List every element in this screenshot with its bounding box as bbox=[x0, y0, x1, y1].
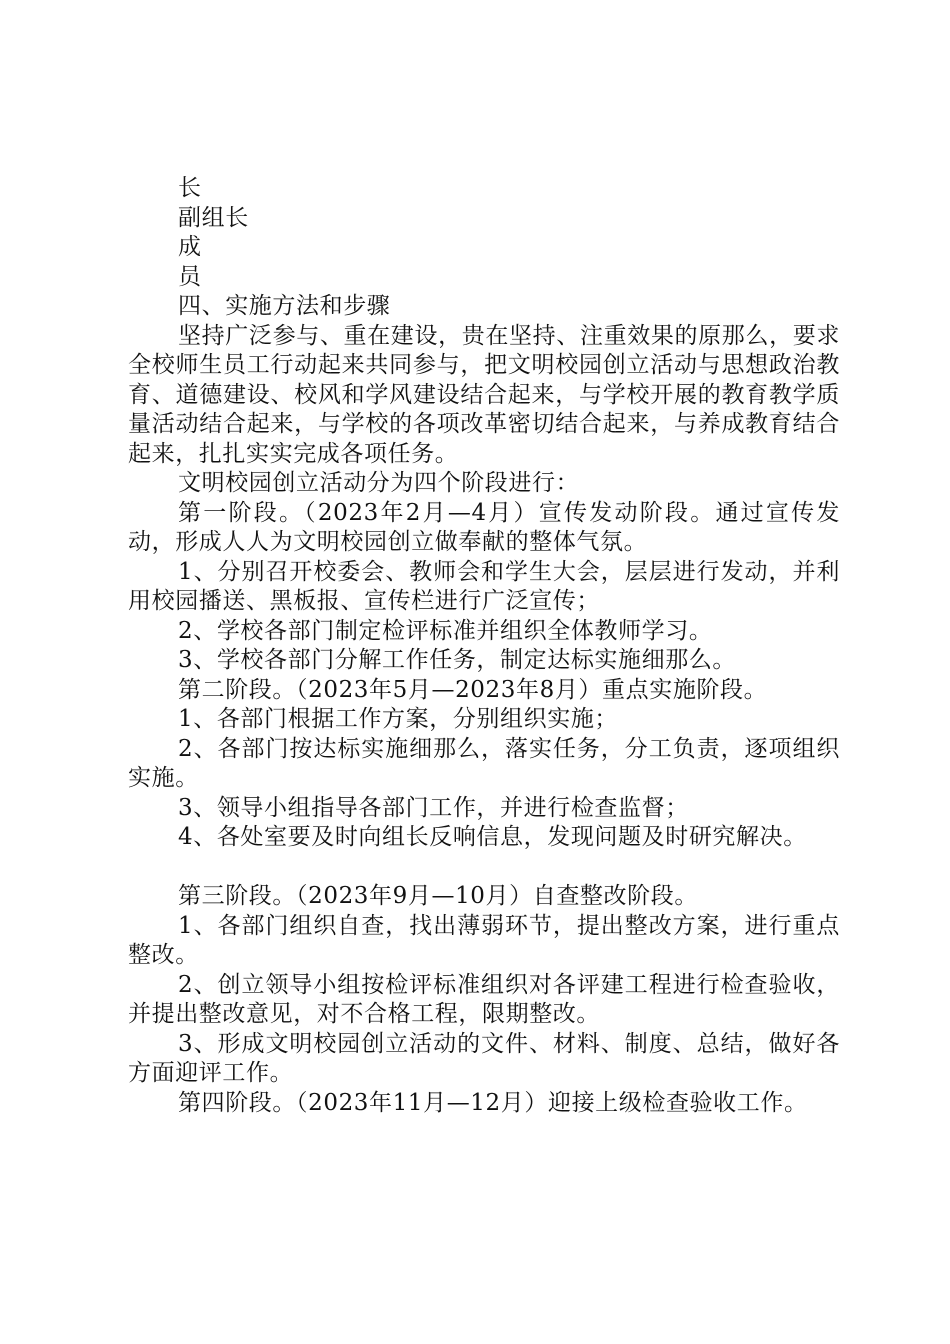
list-item-stage-three-1: 1、各部门组织自查，找出薄弱环节，提出整改方案，进行重点整改。 bbox=[128, 912, 840, 968]
paragraph-stage-two: 第二阶段。（2023年5月—2023年8月）重点实施阶段。 bbox=[178, 676, 768, 703]
list-item-stage-two-1: 1、各部门根据工作方案，分别组织实施； bbox=[178, 706, 619, 732]
paragraph-stage-four: 第四阶段。（2023年11月—12月）迎接上级检查验收工作。 bbox=[178, 1089, 808, 1116]
role-deputy-leader: 副组长 bbox=[178, 204, 249, 231]
blank-line bbox=[128, 853, 840, 883]
paragraph-stages-intro: 文明校园创立活动分为四个阶段进行： bbox=[178, 470, 580, 496]
list-item-stage-two-2: 2、各部门按达标实施细那么，落实任务，分工负责，逐项组织实施。 bbox=[128, 735, 840, 791]
role-member-fragment-2: 员 bbox=[178, 263, 202, 290]
role-leader-fragment: 长 bbox=[178, 175, 202, 201]
list-item-stage-two-4: 4、各处室要及时向组长反响信息，发现问题及时研究解决。 bbox=[178, 824, 807, 850]
list-item-stage-one-3: 3、学校各部门分解工作任务，制定达标实施细那么。 bbox=[178, 647, 737, 673]
role-member-fragment-1: 成 bbox=[178, 234, 202, 260]
list-item-stage-three-3: 3、形成文明校园创立活动的文件、材料、制度、总结，做好各方面迎评工作。 bbox=[128, 1030, 840, 1086]
paragraph-principles: 坚持广泛参与、重在建设，贵在坚持、注重效果的原那么，要求全校师生员工行动起来共同参与，把文明校园创立活动与思想政治教育、道德建设、校风和学风建设结合起来，与学校开展的教育教学质量活动结合起来，与学校的各项改革密切结合起来，与养成教育结合起来，扎扎实实完成各项任务。 bbox=[128, 322, 840, 467]
paragraph-stage-three: 第三阶段。（2023年9月—10月）自查整改阶段。 bbox=[178, 883, 698, 909]
list-item-stage-one-2: 2、学校各部门制定检评标准并组织全体教师学习。 bbox=[178, 617, 713, 644]
list-item-stage-two-3: 3、领导小组指导各部门工作，并进行检查监督； bbox=[178, 794, 689, 821]
section-heading-methods: 四、实施方法和步骤 bbox=[178, 293, 391, 319]
list-item-stage-one-1: 1、分别召开校委会、教师会和学生大会，层层进行发动，并利用校园播送、黑板报、宣传栏进行广泛宣传； bbox=[128, 558, 840, 614]
paragraph-stage-one: 第一阶段。（2023年2月—4月）宣传发动阶段。通过宣传发动，形成人人为文明校园创立做奉献的整体气氛。 bbox=[128, 499, 840, 555]
list-item-stage-three-2: 2、创立领导小组按检评标准组织对各评建工程进行检查验收，并提出整改意见，对不合格工程，限期整改。 bbox=[128, 971, 840, 1027]
document-body bbox=[128, 174, 840, 1118]
